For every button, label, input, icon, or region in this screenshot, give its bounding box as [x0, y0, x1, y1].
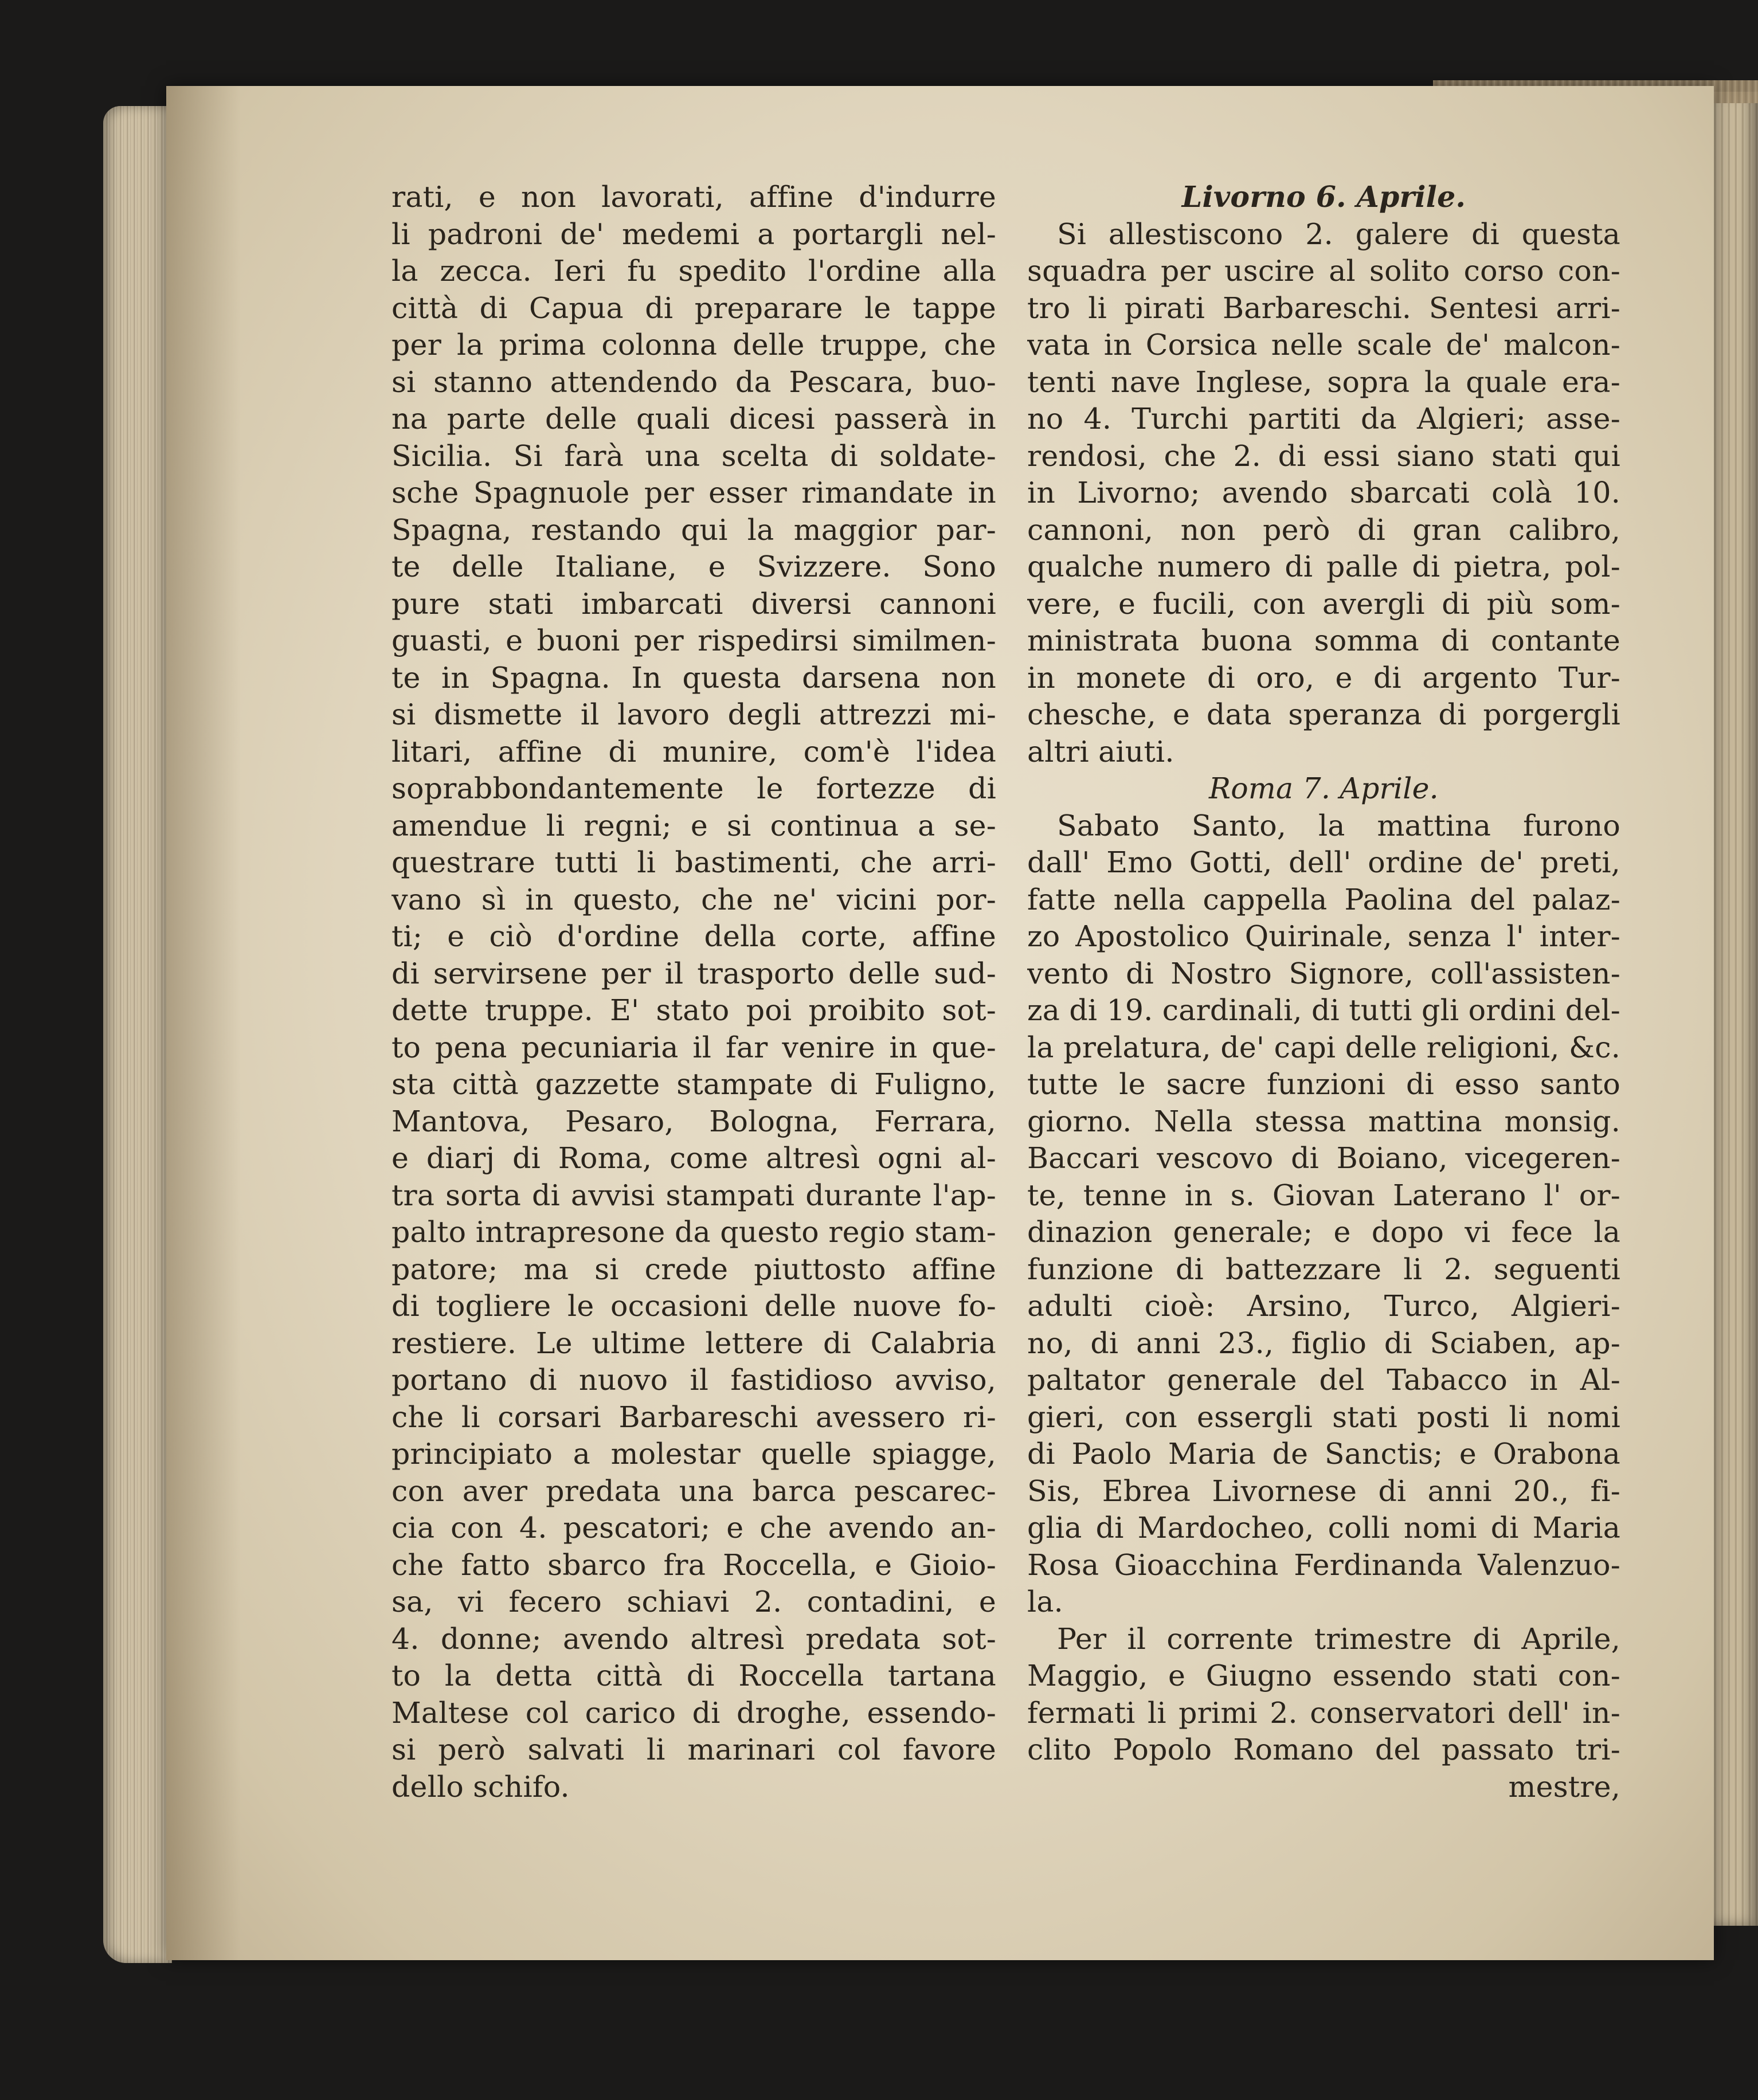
- text-line: to la detta città di Roccella tartana: [391, 1659, 996, 1692]
- left-column: [391, 179, 996, 1805]
- dateline-livorno: Livorno 6. Aprile.: [1181, 180, 1466, 214]
- text-line: squadra per uscire al solito corso con-: [1027, 254, 1620, 288]
- text-line: la zecca. Ieri fu spedito l'ordine alla: [391, 254, 996, 288]
- text-line: to pena pecuniaria il far venire in que-: [391, 1030, 996, 1064]
- text-line: Baccari vescovo di Boiano, vicegeren-: [1027, 1141, 1620, 1175]
- catchword: mestre,: [1508, 1769, 1620, 1804]
- text-line: adulti cioè: Arsino, Turco, Algieri-: [1027, 1289, 1620, 1323]
- dateline-roma: Roma 7. Aprile.: [1209, 771, 1439, 805]
- text-line: la.: [1027, 1585, 1063, 1619]
- text-line: patore; ma si crede piuttosto affine: [391, 1252, 996, 1286]
- text-line: per la prima colonna delle truppe, che: [391, 328, 996, 362]
- text-line: di servirsene per il trasporto delle sud-: [391, 956, 996, 990]
- text-line: gieri, con essergli stati posti li nomi: [1027, 1400, 1620, 1434]
- text-line: Per il corrente trimestre di Aprile,: [1057, 1621, 1620, 1656]
- text-line: te delle Italiane, e Svizzere. Sono: [391, 550, 996, 583]
- text-line: dinazion generale; e dopo vi fece la: [1027, 1215, 1620, 1249]
- text-line: glia di Mardocheo, colli nomi di Maria: [1027, 1511, 1620, 1545]
- text-line: Spagna, restando qui la maggior par-: [391, 512, 996, 547]
- text-line: di togliere le occasioni delle nuove fo-: [391, 1289, 996, 1323]
- text-line: con aver predata una barca pescarec-: [391, 1474, 996, 1508]
- text-line: che li corsari Barbareschi avessero ri-: [391, 1400, 996, 1434]
- text-line: clito Popolo Romano del passato tri-: [1027, 1733, 1620, 1766]
- text-line: fermati li primi 2. conservatori dell' in-: [1027, 1695, 1620, 1730]
- text-line: e diarj di Roma, come altresì ogni al-: [391, 1141, 996, 1175]
- text-line: za di 19. cardinali, di tutti gli ordini del-: [1027, 993, 1620, 1027]
- text-line: si però salvati li marinari col favore: [391, 1733, 996, 1766]
- text-line: palto intrapresone da questo regio stam-: [391, 1215, 996, 1249]
- text-line: soprabbondantemente le fortezze di: [391, 771, 996, 805]
- text-line: Si allestiscono 2. galere di questa: [1057, 217, 1620, 251]
- text-line: cia con 4. pescatori; e che avendo an-: [391, 1511, 996, 1545]
- text-line: rendosi, che 2. di essi siano stati qui: [1027, 438, 1620, 473]
- text-line: tutte le sacre funzioni di esso santo: [1027, 1067, 1620, 1101]
- text-line: litari, affine di munire, com'è l'idea: [391, 734, 996, 769]
- text-line: questrare tutti li bastimenti, che arri-: [391, 845, 996, 879]
- text-line: ti; e ciò d'ordine della corte, affine: [391, 919, 996, 953]
- text-line: ministrata buona somma di contante: [1027, 624, 1620, 657]
- text-line: tra sorta di avvisi stampati durante l'ap-: [391, 1178, 996, 1212]
- text-line: vano sì in questo, che ne' vicini por-: [391, 882, 996, 916]
- text-line: Maltese col carico di droghe, essendo-: [391, 1695, 996, 1730]
- text-line: chesche, e data speranza di porgergli: [1027, 698, 1620, 731]
- text-line: si stanno attendendo da Pescara, buo-: [391, 365, 996, 399]
- text-line: cannoni, non però di gran calibro,: [1027, 512, 1620, 547]
- text-line: te in Spagna. In questa darsena non: [391, 660, 996, 695]
- text-line: amendue li regni; e si continua a se-: [391, 808, 996, 843]
- text-line: in Livorno; avendo sbarcati colà 10.: [1027, 476, 1620, 510]
- text-line: zo Apostolico Quirinale, senza l' inter-: [1027, 919, 1620, 953]
- text-line: in monete di oro, e di argento Tur-: [1027, 660, 1620, 695]
- text-line: li padroni de' medemi a portargli nel-: [391, 217, 996, 251]
- text-line: tenti nave Inglese, sopra la quale era-: [1027, 365, 1620, 399]
- text-line: vere, e fucili, con avergli di più som-: [1027, 586, 1620, 621]
- page-edges-left: [103, 106, 172, 1963]
- text-line: giorno. Nella stessa mattina monsig.: [1027, 1104, 1620, 1138]
- text-line: 4. donne; avendo altresì predata sot-: [391, 1621, 996, 1656]
- text-line: guasti, e buoni per rispedirsi similmen-: [391, 624, 996, 657]
- text-line: vata in Corsica nelle scale de' malcon-: [1027, 328, 1620, 362]
- text-line: città di Capua di preparare le tappe: [391, 291, 996, 325]
- text-line: paltator generale del Tabacco in Al-: [1027, 1363, 1620, 1397]
- text-line: si dismette il lavoro degli attrezzi mi-: [391, 698, 996, 731]
- text-line: te, tenne in s. Giovan Laterano l' or-: [1027, 1178, 1620, 1212]
- right-column: [1027, 179, 1620, 1805]
- text-line: Sis, Ebrea Livornese di anni 20., fi-: [1027, 1474, 1620, 1508]
- text-line: dette truppe. E' stato poi proibito sot-: [391, 993, 996, 1027]
- text-line: funzione di battezzare li 2. seguenti: [1027, 1252, 1620, 1286]
- text-line: na parte delle quali dicesi passerà in: [391, 402, 996, 436]
- text-line: dello schifo.: [391, 1769, 570, 1804]
- text-line: altri aiuti.: [1027, 734, 1174, 769]
- text-line: dall' Emo Gotti, dell' ordine de' preti,: [1027, 845, 1620, 879]
- text-line: Maggio, e Giugno essendo stati con-: [1027, 1659, 1620, 1692]
- text-line: principiato a molestar quelle spiagge,: [391, 1437, 996, 1471]
- text-line: la prelatura, de' capi delle religioni, &c.: [1027, 1030, 1620, 1064]
- text-line: che fatto sbarco fra Roccella, e Gioio-: [391, 1547, 996, 1582]
- text-line: sche Spagnuole per esser rimandate in: [391, 476, 996, 510]
- text-line: fatte nella cappella Paolina del palaz-: [1027, 882, 1620, 916]
- text-line: Sabato Santo, la mattina furono: [1057, 808, 1620, 843]
- text-line: qualche numero di palle di pietra, pol-: [1027, 550, 1620, 583]
- text-line: sta città gazzette stampate di Fuligno,: [391, 1067, 996, 1101]
- text-line: Sicilia. Si farà una scelta di soldate-: [391, 438, 996, 473]
- text-line: Rosa Gioacchina Ferdinanda Valenzuo-: [1027, 1547, 1620, 1582]
- text-line: Mantova, Pesaro, Bologna, Ferrara,: [391, 1104, 996, 1138]
- text-line: di Paolo Maria de Sanctis; e Orabona: [1027, 1437, 1620, 1471]
- gutter-shadow: [166, 86, 241, 1960]
- text-line: vento di Nostro Signore, coll'assisten-: [1027, 956, 1620, 990]
- text-line: tro li pirati Barbareschi. Sentesi arri-: [1027, 291, 1620, 325]
- text-line: rati, e non lavorati, affine d'indurre: [391, 180, 996, 214]
- text-line: sa, vi fecero schiavi 2. contadini, e: [391, 1585, 996, 1619]
- text-line: no, di anni 23., figlio di Sciaben, ap-: [1027, 1326, 1620, 1360]
- text-line: portano di nuovo il fastidioso avviso,: [391, 1363, 996, 1397]
- text-line: restiere. Le ultime lettere di Calabria: [391, 1326, 996, 1360]
- text-line: no 4. Turchi partiti da Algieri; asse-: [1027, 402, 1620, 436]
- text-line: pure stati imbarcati diversi cannoni: [391, 586, 996, 621]
